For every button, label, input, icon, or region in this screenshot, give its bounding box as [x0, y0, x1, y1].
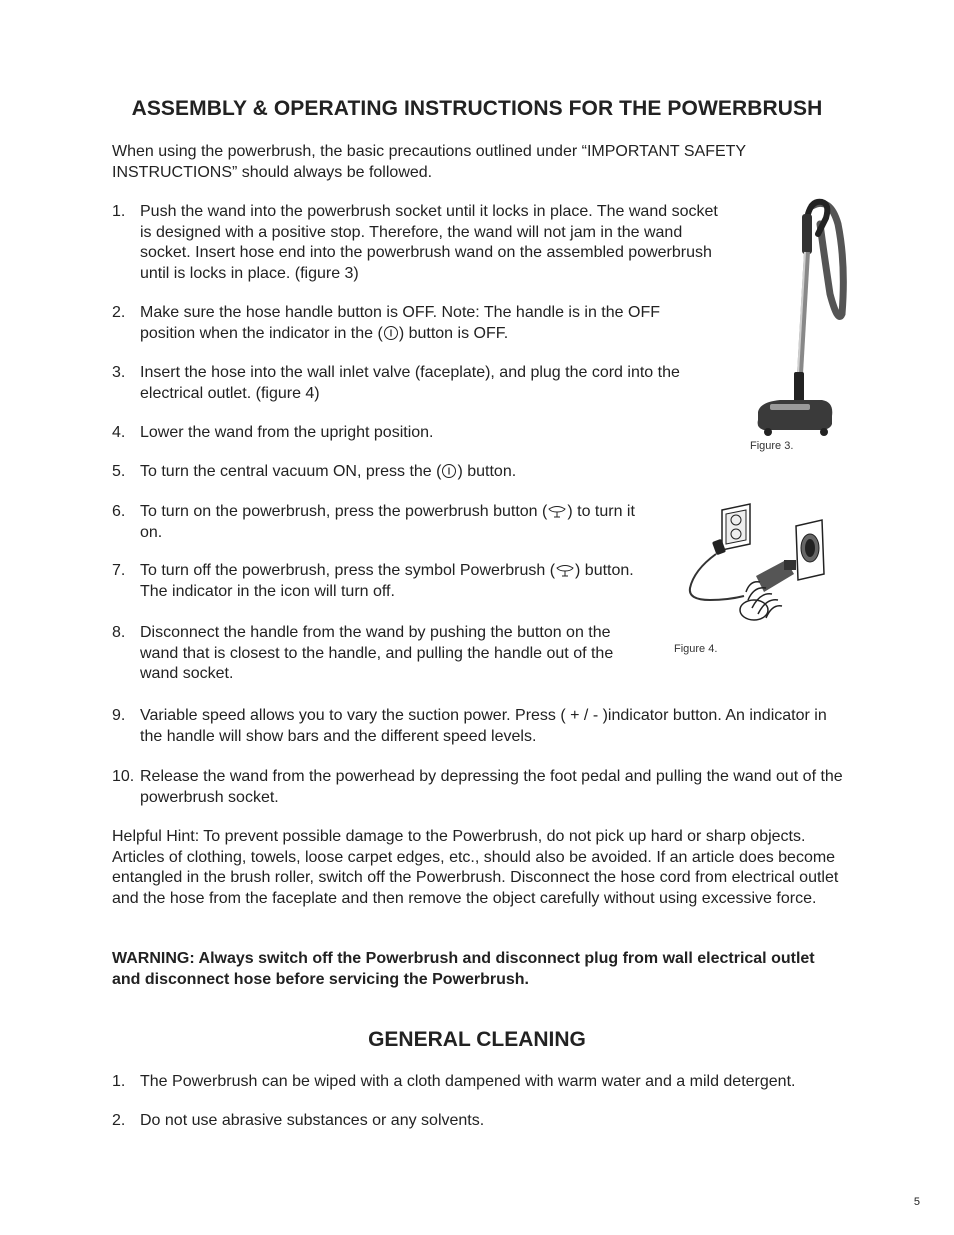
step-number: 2. [112, 304, 126, 321]
step-text: To turn on the powerbrush, press the powerbrush button ( [140, 503, 548, 520]
figure-4-outlet-illustration [684, 500, 830, 632]
step-text: ) button is OFF. [398, 324, 509, 342]
step-text: The Powerbrush can be wiped with a cloth dampened with warm water and a mild detergent. [140, 1073, 796, 1090]
figure-3-powerbrush-illustration [750, 194, 848, 442]
step-text: Lower the wand from the upright position. [140, 424, 434, 441]
page-title: ASSEMBLY & OPERATING INSTRUCTIONS FOR THE POWERBRUSH [131, 97, 823, 120]
power-icon [383, 325, 399, 341]
step-number: 10. [112, 768, 135, 785]
power-icon [441, 463, 457, 479]
step-text: Do not use abrasive substances or any solvents. [140, 1112, 485, 1129]
step-text: To turn the central vacuum ON, press the ( [140, 463, 442, 480]
figure-3-caption: Figure 3. [750, 440, 794, 452]
step-number: 4. [112, 424, 126, 441]
step-text: Push the wand into the powerbrush socket until it locks in place. The wand socket is designed with a positive stop. Therefore, the wand will not jam in the wand socket. Insert hose end into the powerbrush wand on the assembled powerbrush until is locks in place. (figure 3) [140, 203, 718, 282]
step-text: Make sure the hose handle button is OFF. Note: The handle is in the OFF position when the indicator in the ( [140, 304, 660, 342]
step-text: Variable speed allows you to vary the suction power. Press ( + / - )indicator button. An indicator in the handle will show bars and the different speed levels. [140, 707, 827, 745]
page-number: 5 [913, 1196, 920, 1208]
step-text: ) button. [457, 463, 517, 480]
step-number: 9. [112, 707, 126, 724]
step-number: 8. [112, 624, 126, 641]
step-text: To turn off the powerbrush, press the symbol Powerbrush ( [140, 562, 556, 579]
step-number: 6. [112, 503, 126, 520]
step-text: Disconnect the handle from the wand by pushing the button on the wand that is closest to the handle, and pulling the handle out of the wand socket. [140, 624, 614, 682]
step-number: 2. [112, 1112, 126, 1129]
step-number: 3. [112, 364, 126, 381]
figure-4-caption: Figure 4. [674, 643, 718, 655]
step-text: ) to turn it on. [140, 503, 635, 541]
warning-text: WARNING: Always switch off the Powerbrush and disconnect plug from wall electrical outlet and disconnect hose before servicing the Powerbrush. [112, 950, 815, 988]
step-number: 7. [112, 562, 126, 579]
intro-paragraph: When using the powerbrush, the basic precautions outlined under “IMPORTANT SAFETY INSTRUCTIONS” should always be followed. [112, 143, 746, 181]
powerbrush-icon [555, 562, 575, 578]
step-text: Insert the hose into the wall inlet valve (faceplate), and plug the cord into the electrical outlet. (figure 4) [140, 364, 680, 402]
step-number: 5. [112, 463, 126, 480]
helpful-hint: Helpful Hint: To prevent possible damage to the Powerbrush, do not pick up hard or sharp objects. Articles of clothing, towels, loose carpet edges, etc., should also be avoided. If an article does become entangled in the brush roller, switch off the Powerbrush. Disconnect the hose cord from electrical outlet and the hose from the faceplate and then remove the object carefully without using excessive force. [112, 828, 839, 907]
step-text: Release the wand from the powerhead by depressing the foot pedal and pulling the wand out of the powerbrush socket. [140, 768, 843, 806]
step-text: ) button. The indicator in the icon will turn off. [140, 562, 634, 600]
step-number: 1. [112, 1073, 126, 1090]
section-title: GENERAL CLEANING [368, 1028, 586, 1051]
powerbrush-icon [547, 503, 567, 519]
step-number: 1. [112, 203, 126, 220]
